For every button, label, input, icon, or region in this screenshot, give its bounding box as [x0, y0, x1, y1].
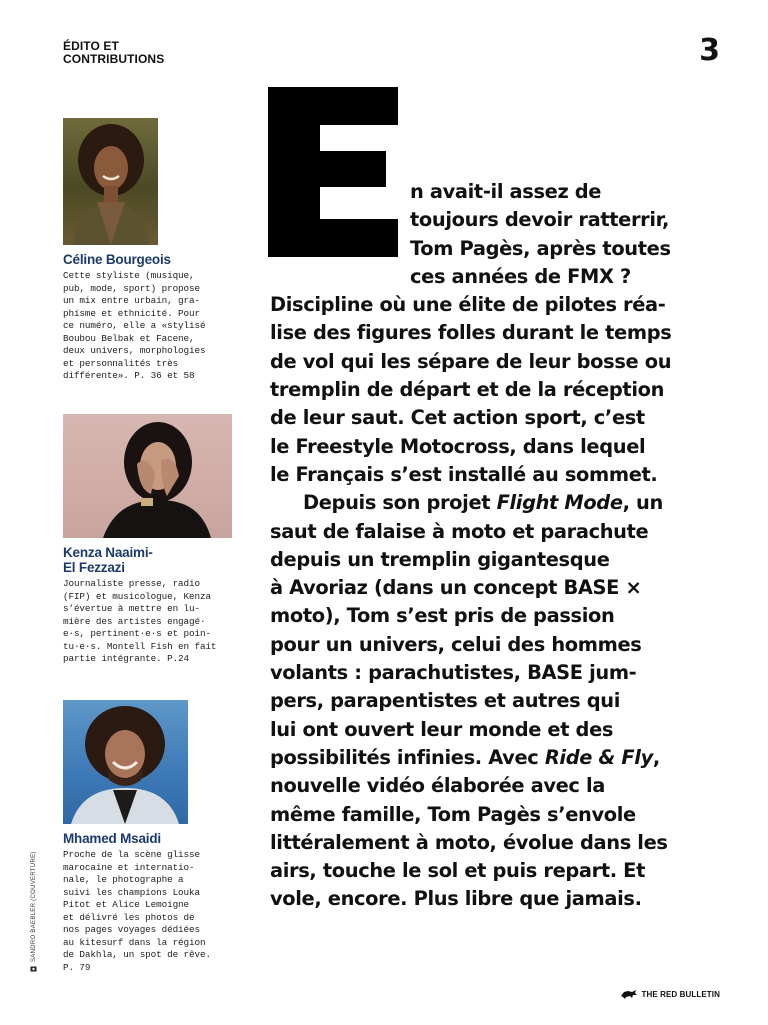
- bio-line: et délivré les photos de: [63, 911, 195, 923]
- editorial-line: vole, encore. Plus libre que jamais.: [270, 887, 642, 911]
- contributor-bio: [63, 578, 228, 666]
- bio-line: suivi les champions Louka: [63, 886, 200, 898]
- bio-line: deux univers, morphologies: [63, 345, 206, 356]
- video-title-ride-and-fly: Ride & Fly: [544, 745, 653, 769]
- contributor-name: [63, 252, 228, 267]
- editorial-line: même famille, Tom Pagès s’envole: [270, 802, 636, 826]
- contributor-card: [63, 118, 228, 383]
- contributor-name-line: Kenza Naaimi-: [63, 545, 153, 560]
- editorial-line: Tom Pagès, après toutes: [410, 236, 671, 260]
- contributor-photo: [63, 118, 158, 245]
- editorial-line: ces années de FMX ?: [410, 264, 631, 288]
- photo-credit-text: SANDRO BAEBLER (COUVERTURE): [30, 851, 37, 962]
- bio-line: s’évertue à mettre en lu-: [63, 603, 200, 614]
- bio-line: différente». P. 36 et 58: [63, 370, 195, 381]
- brand-logo: [620, 989, 721, 999]
- editorial-line: moto), Tom s’est pris de passion: [270, 604, 615, 628]
- bio-line: de Dakhla, un spot de rêve.: [63, 949, 211, 960]
- section-label-line1: ÉDITO ET: [63, 39, 119, 53]
- editorial-line: Depuis son projet Flight Mode, un: [303, 491, 663, 515]
- bio-line: tu·e·s. Montell Fish en fait: [63, 640, 217, 652]
- editorial-line: le Freestyle Motocross, dans lequel: [270, 434, 646, 458]
- editorial-line: Discipline où une élite de pilotes réa-: [270, 293, 666, 317]
- bio-line: ce numéro, elle a «stylisé: [63, 320, 206, 331]
- red-bull-icon: [620, 989, 638, 999]
- contributor-card: [63, 414, 228, 666]
- camera-icon: [30, 965, 37, 972]
- contributor-name-line: El Fezzazi: [63, 560, 125, 575]
- editorial-line: pour un univers, celui des hommes: [270, 632, 642, 656]
- contributor-photo: [63, 700, 188, 824]
- editorial-line: toujours devoir ratterrir,: [410, 208, 670, 232]
- editorial-line: de leur saut. Cet action sport, c’est: [270, 406, 645, 430]
- editorial-line: lise des figures folles durant le temps: [270, 321, 672, 345]
- contributor-name-line: Céline Bourgeois: [63, 252, 171, 267]
- project-title-flight-mode: Flight Mode: [496, 491, 623, 515]
- contributor-name: [63, 831, 228, 846]
- editorial-text: [270, 178, 690, 914]
- contributor-name-line: Mhamed Msaidi: [63, 831, 161, 846]
- editorial-line: airs, touche le sol et puis repart. Et: [270, 859, 645, 883]
- bio-line: Boubou Belbak et Facene,: [63, 332, 195, 344]
- bio-line: Pitot et Alice Lemoigne: [63, 899, 190, 910]
- page-number: 3: [699, 33, 720, 68]
- contributor-bio: [63, 270, 228, 383]
- bio-line: un mix entre urbain, gra-: [63, 295, 200, 306]
- editorial-line: nouvelle vidéo élaborée avec la: [270, 774, 606, 798]
- bio-line: marocaine et internatio-: [63, 861, 195, 873]
- bio-line: Journaliste presse, radio: [63, 578, 200, 589]
- brand-name: THE RED BULLETIN: [641, 989, 720, 999]
- bio-line: Cette styliste (musique,: [63, 270, 195, 281]
- editorial-line: lui ont ouvert leur monde et des: [270, 717, 614, 741]
- portrait-illustration: [63, 700, 188, 824]
- bio-line: pub, mode, sport) propose: [63, 282, 200, 294]
- section-label-line2: CONTRIBUTIONS: [63, 52, 165, 66]
- editorial-line: le Français s’est installé au sommet.: [270, 462, 658, 486]
- editorial-line: saut de falaise à moto et parachute: [270, 519, 649, 543]
- editorial-line: de vol qui les sépare de leur bosse ou: [270, 349, 672, 373]
- bio-line: e·s, pertinent·e·s et poin-: [63, 628, 211, 639]
- editorial-line: à Avoriaz (dans un concept BASE ×: [270, 576, 642, 600]
- photo-credit: [30, 851, 37, 972]
- editorial-line: depuis un tremplin gigantesque: [270, 547, 610, 571]
- editorial-line: littéralement à moto, évolue dans les: [270, 830, 668, 854]
- contributor-card: [63, 700, 228, 974]
- contributor-name: [63, 545, 228, 575]
- bio-line: et personnalités très: [63, 357, 179, 369]
- bio-line: au kitesurf dans la région: [63, 936, 206, 948]
- portrait-illustration: [63, 118, 158, 245]
- bio-line: P. 79: [63, 961, 91, 973]
- portrait-illustration: [63, 414, 232, 538]
- contributor-photo: [63, 414, 232, 538]
- bio-line: (FIP) et musicologue, Kenza: [63, 590, 211, 602]
- contributor-bio: [63, 849, 228, 974]
- bio-line: Proche de la scène glisse: [63, 849, 200, 860]
- editorial-line: tremplin de départ et de la réception: [270, 378, 665, 402]
- editorial-line: n avait-il assez de: [410, 180, 602, 203]
- section-label: [63, 40, 164, 66]
- editorial-line: volants : parachutistes, BASE jum-: [270, 661, 637, 685]
- editorial-line: possibilités infinies. Avec Ride & Fly,: [270, 745, 660, 769]
- bio-line: phisme et ethnicité. Pour: [63, 307, 200, 319]
- bio-line: nos pages voyages dédiées: [63, 924, 200, 935]
- editorial-line: pers, parapentistes et autres qui: [270, 689, 620, 713]
- bio-line: partie intégrante. P.24: [63, 653, 190, 664]
- bio-line: mière des artistes engagé·: [63, 615, 206, 627]
- bio-line: nale, le photographe a: [63, 874, 184, 885]
